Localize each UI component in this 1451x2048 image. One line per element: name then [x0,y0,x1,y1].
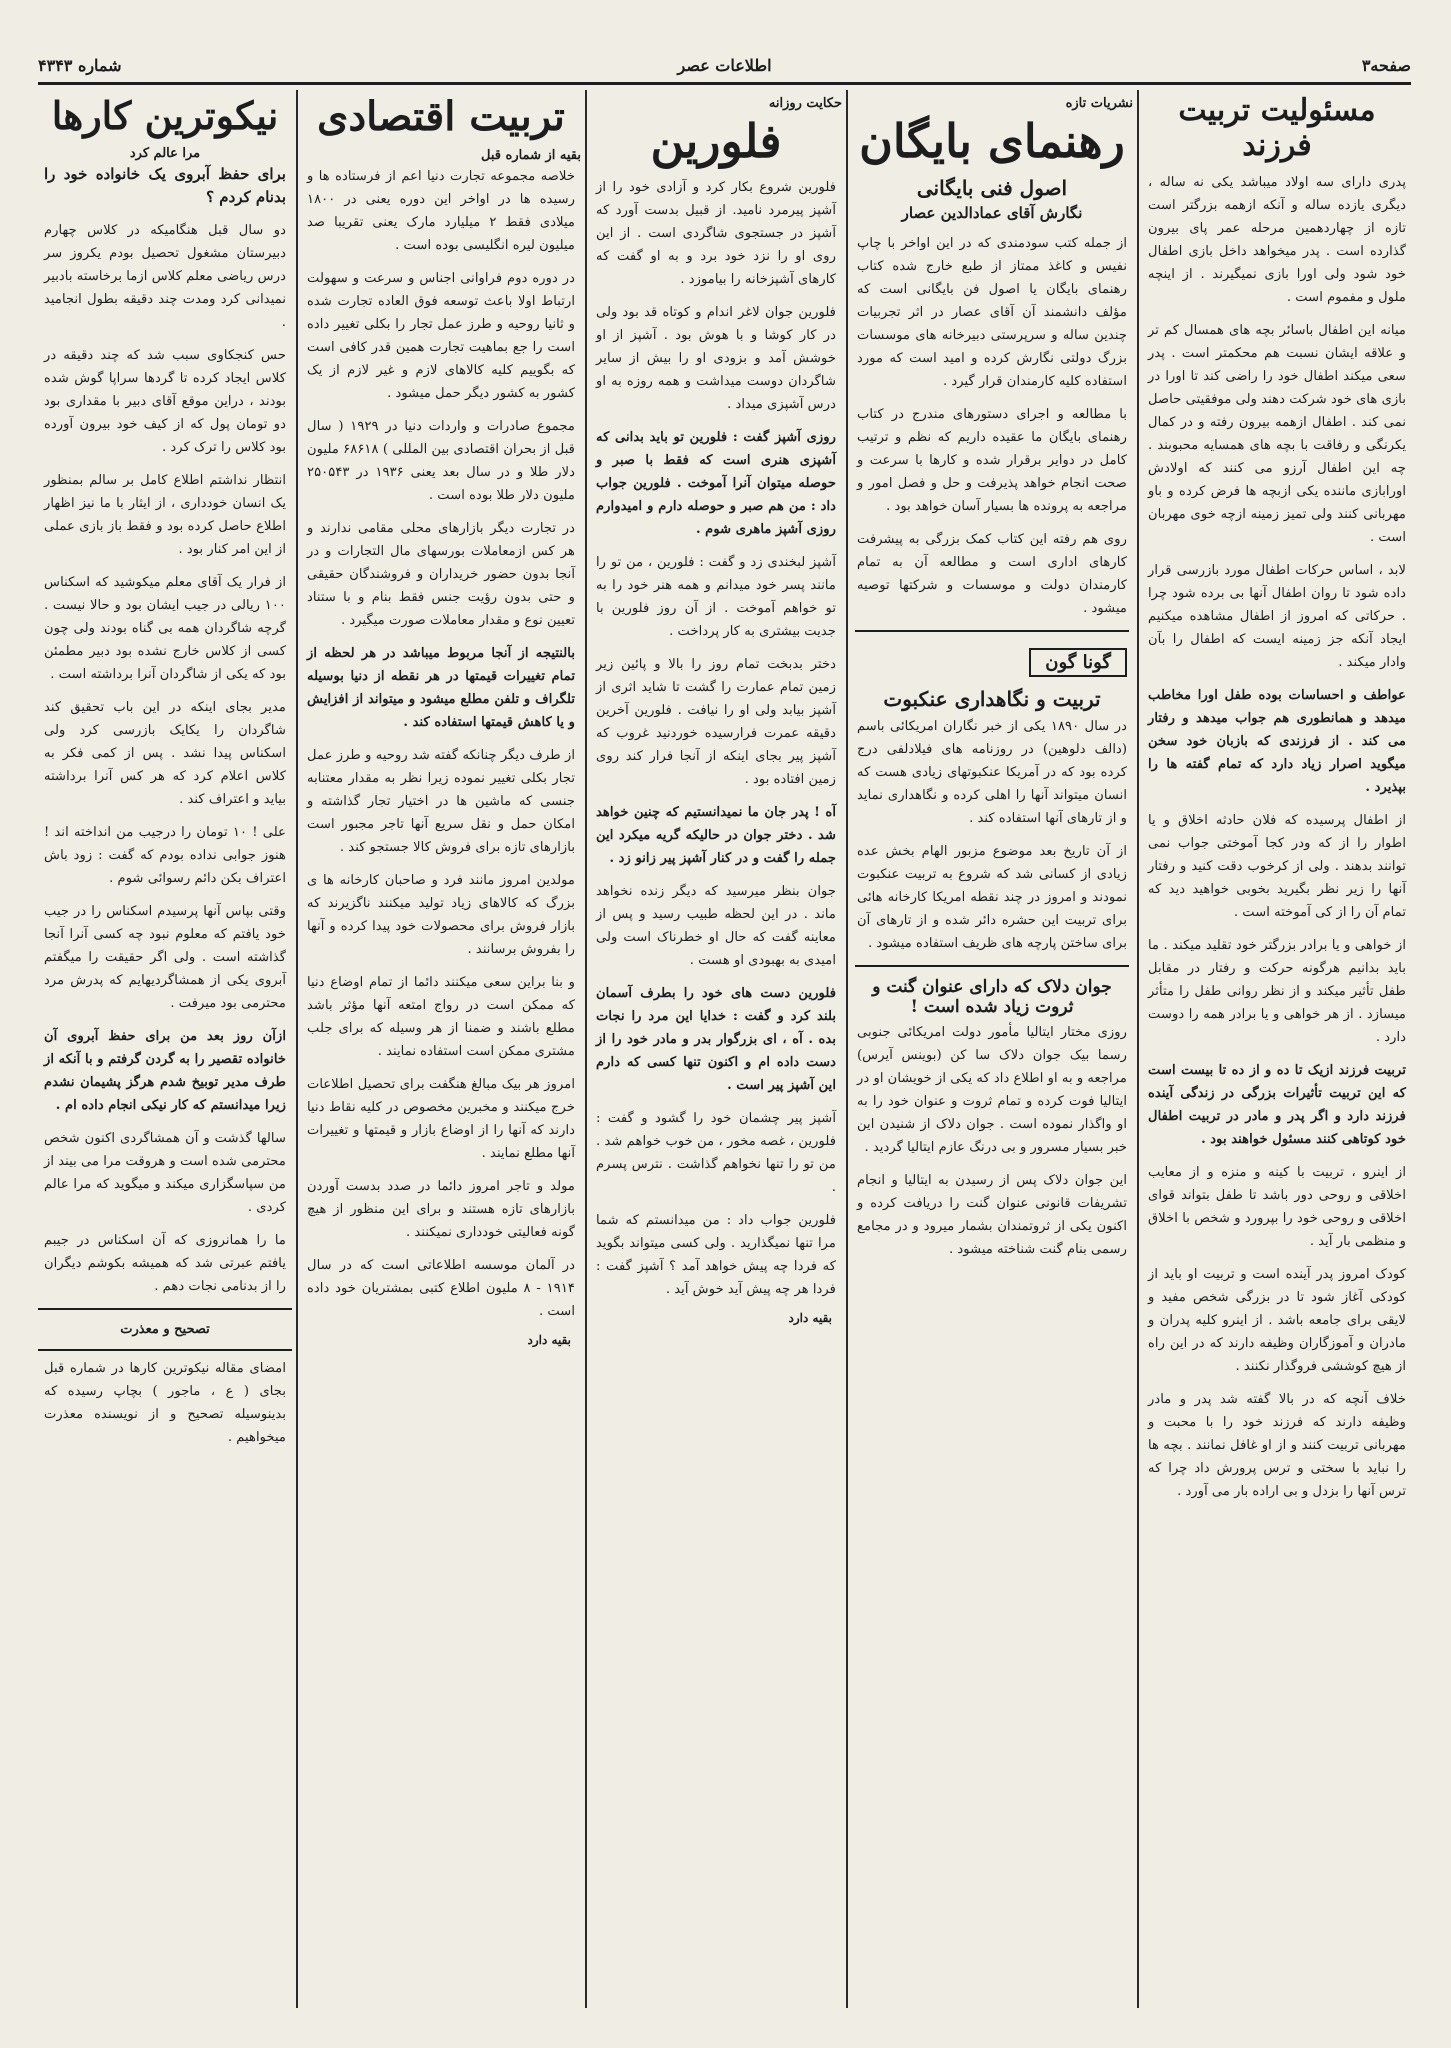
issue-number: شماره ۴۳۴۳ [38,56,122,75]
article-paragraph: از طرف دیگر چنانکه گفته شد روحیه و طرز عمل تجار بکلی تغییر نموده زیرا نظر به مقدار معتنابه جنسی که ماشین ها در اختیار تجار گذاشته و امکان حمل و نقل سریع آنها تاجر مجبور است بازارهای تازه برای فروش کالا جستجو کند . [307,748,575,855]
article-subtitle: اصول فنی بایگانی [916,175,1068,200]
continued-note: بقیه دارد [788,1310,832,1325]
article-best-deeds [38,90,292,2008]
article-paragraph: مجموع صادرات و واردات دنیا در ۱۹۲۹ ( سال قبل از بحران اقتصادی بین المللی ) ۶۸۶۱۸ ملیون دلار طلا و در سال بعد یعنی ۱۹۳۶ در ۲۵۰۵۴۳ ملیون دلار طلا بوده است . [307,419,576,503]
article-title: فلورین [650,114,782,168]
header-rule [38,82,1411,85]
article-kicker: بقیه از شماره قبل [481,148,581,163]
article-kicker: حکایت روزانه [768,96,842,111]
article-paragraph: مولد و تاجر امروز دائما در صدد بدست آوردن بازارهای تازه هستند و برای این منظور از هیچ گونه فعالیتی خودداری نمیکنند . [307,1179,575,1240]
article-paragraph: امروز هر بیک مبالغ هنگفت برای تحصیل اطلاعات خرج میکنند و مخبرین مخصوص در کلیه نقاط دنیا دارند که آنها را از اوضاع بازار و قیمتها و تغییرات آنها مطلع نمایند . [307,1077,575,1161]
article-paragraph: از فرار یک آقای معلم میکوشید که اسکناس ۱۰۰ ریالی در جیب ایشان بود و حالا نیست . گرچه شاگردان همه بی گناه بودند ولی چون کسی از کلاس خارج نشده بود دبیر مطمئن بود که یکی از شاگردان آنرا برداشته است . [44,574,286,682]
page-header [38,50,1411,80]
column-rule [846,90,848,2008]
article-title: مسئولیت تربیت فرزند [1178,93,1376,163]
article-paragraph: در آلمان موسسه اطلاعاتی است که در سال ۱۹۱۴ - ۸ ملیون اطلاع کتبی بمشتریان خود داده است . [307,1258,575,1319]
article-paragraph: دختر بدبخت تمام روز را بالا و پائین زیر زمین تمام عمارت را گشت تا شاید اثری از آشپز بیابد ولی او را نیافت . فلورین آخرین دقیقه عمرت فرارسیده خوردنید غروب که آشپز پیر بجای اینکه از آنجا فرار کند روی زمین افتاده بود . [596,656,836,787]
article-paragraph: فلورین شروع بکار کرد و آزادی خود را از آشپز پیرمرد نامید. از قبیل بدست آورد که آشپز در جستجوی شاگردی است . از این روی او را نزد خود برد و به او گفت که کارهای آشپزخانه را بیاموزد . [596,179,836,287]
article-paragraph: روزی آشپز گفت : فلورین تو باید بدانی که آشپزی هنری است که فقط با صبر و حوصله میتوان آنرا آموخت . فلورین جواب داد : من هم صبر و حوصله دارم و امیدوارم روزی آشپز ماهری شوم . [596,429,836,537]
article-paragraph: آشپز لبخندی زد و گفت : فلورین ، من تو را مانند پسر خود میدانم و همه هنر خود را به تو خواهم آموخت . از آن روز فلورین با جدیت بیشتری به کار پرداخت . [596,554,836,639]
article-paragraph: فلورین جوان لاغر اندام و کوتاه قد بود ولی در کار کوشا و با هوش بود . آشپز از او خوشش آمد و بزودی او را بیش از سایر شاگردان دوست میداشت و همه روزه به او درس آشپزی میداد . [596,304,836,412]
article-paragraph: خلاصه مجموعه تجارت دنیا اعم از فرستاده ها و رسیده ها در اواخر این دوره یعنی در ۱۸۰۰ میلادی فقط ۲ میلیارد مارک یعنی تقریبا صد میلیون لیره انگلیسی بوده است . [307,169,576,253]
article-lead: برای حفظ آبروی یک خانواده خود را بدنام کردم ؟ [44,164,286,206]
article-paragraph: کودک امروز پدر آینده است و تربیت او باید از کودکی آغاز شود تا در بزرگی شخص مفید و لایقی برای جامعه باشد . از اینرو کلیه پدران و مادران و آموزگاران وظیفه دارند که در این راه از هیچ کوششی فروگذار نکنند . [1148,1267,1406,1374]
section-label-wrapper [851,642,1127,683]
correction-body: امضای مقاله نیکوترین کارها در شماره قبل بجای ( ع ، ماجور ) بچاپ رسیده که بدینوسیله تصحیح و از نویسنده معذرت میخواهیم . [44,1360,286,1445]
column-rule [585,90,587,2008]
article-archivist-guide [851,90,1133,2008]
section-label: گونا گون [1029,648,1127,677]
page-number: صفحه۳ [1361,56,1411,75]
article-kicker: مرا عالم کرد [129,145,201,161]
article-paragraph: از آن تاریخ بعد موضوع مزبور الهام بخش عده زیادی از کسانی شد که شروع به تربیت عنکبوت نمودند و امروز در چند نقطه امریکا کارخانه هائی برای تربیت این حشره دائر شده و از تارهای آن برای ساختن پارچه های ظریف استفاده میشود . [857,843,1127,951]
article-paragraph: وقتی بپاس آنها پرسیدم اسکناس را در جیب خود یافتم که معلوم نبود چه کسی آنرا آنجا گذاشته است . ولی اگر حقیقت را میگفتم آبروی یکی از همشاگردیهایم که پدرش مرد محترمی بود میرفت . [44,903,286,1011]
article-title: تربیت اقتصادی [317,93,565,140]
article-paragraph: دو سال قبل هنگامیکه در کلاس چهارم دبیرستان مشغول تحصیل بودم یکروز سر درس ریاضی معلم کلاس ازما برخاسته بادبیر نمیدانی کرد ومدت چند دقیقه بطول انجامید . [44,222,286,330]
article-paragraph: روزی مختار ایتالیا مأمور دولت امریکائی جنوبی رسما بیک جوان دلاک سا کن (بوینس آیرس) مراجعه و به او اطلاع داد که یکی از خویشان او در ایتالیا فوت کرده و تمام ثروت و عنوان خود را به او واگذار نموده است . جوان دلاک از شنیدن این خبر بسیار مسرور و بی درنگ عازم ایتالیا گردید . [857,1024,1127,1155]
article-paragraph: خلاف آنچه که در بالا گفته شد پدر و مادر وظیفه دارند که فرزند خود را با محبت و مهربانی تربیت کنند و از او غافل نمانند . بچه ها را نباید با سختی و ترس پرورش داد چرا که ترس آنها را بزدل و بی اراده بار می آورد . [1148,1392,1406,1499]
column-rule [1137,90,1139,2008]
continued-note: بقیه دارد [527,1333,571,1347]
article-paragraph: جوان بنظر میرسید که دیگر زنده نخواهد ماند . در این لحظه طبیب رسید و پس از معاینه گفت که حال او خطرناک است ولی امیدی به بهبودی او هست . [596,883,836,968]
correction-title: تصحیح و معذرت [120,1321,210,1337]
article-paragraph: مولدین امروز مانند فرد و صاحبان کارخانه ها ی بزرگ که کالاهای زیاد تولید میکنند ناگزیرند که بازار فروش برای محصولات خود پیدا کرده و آنها را بفروش برسانند . [307,873,575,957]
section-divider [855,630,1129,632]
article-title: نیکوترین کارها [51,93,279,138]
article-paragraph: میانه این اطفال باسائر بچه های همسال کم تر و علاقه ایشان نسبت هم محکمتر است . پدر سعی میکند اطفال خود را راضی کند تا اورا در بازی های خود شرکت دهند ولی موفقیتی حاصل نمی کند . اطفال ازهمه بیرون رفته و در کمال یکرنگی و رفاقت با بچه های همسایه محبوبند . چه این اطفال آرزو می کنند که اولادش اورابازی ماننده یکی ازبچه ها فرض کرده و باو مهربانی کنند ولی تمیز زمینه ازچه خوی مهربان است . [1148,323,1406,545]
article-paragraph: حس کنجکاوی سبب شد که چند دقیقه در کلاس ایجاد کرده تا گردها سراپا گوش شده بودند ، دراین موقع آقای دبیر با مقداری بود دو تومان پول که از کیف خود بیرون آورده بود کلاس را ترک کرد . [44,347,286,455]
article-paragraph: با مطالعه و اجرای دستورهای مندرج در کتاب رهنمای بایگان ما عقیده داریم که نظم و ترتیب کامل در دوایر برقرار شده و کارها با سرعت و صحت انجام خواهد پذیرفت و حل و فصل امور و مراجعه به پرونده ها بسیار آسان خواهد بود . [857,406,1127,514]
article-paragraph: از جمله کتب سودمندی که در این اواخر با چاپ نفیس و کاغذ ممتاز از طبع خارج شده کتاب رهنمای بایگان یا اصول فن بایگانی است که مؤلف دانشمند آن آقای عصار در اثر تجربیات چندین ساله و سرپرستی دبیرخانه های موسسات بزرگ دولتی نگارش کرده و امید است که مورد استفاده کلیه کارمندان قرار گیرد . [857,235,1127,389]
article-paragraph: این جوان دلاک پس از رسیدن به ایتالیا و انجام تشریفات قانونی عنوان گنت را دریافت کرده و اکنون یکی از ثروتمندان بشمار میرود و در مجامع رسمی بنام گنت شناخته میشود . [857,1172,1127,1257]
section-title: جوان دلاک که دارای عنوان گنت و ثروت زیاد شده است ! [872,976,1112,1017]
article-paragraph: ازآن روز بعد من برای حفظ آبروی آن خانواده تقصیر را به گردن گرفتم و با آنکه از طرف مدیر توبیخ شدم هرگز پشیمان نشدم زیرا میدانستم که کار نیکی انجام داده ام . [44,1028,286,1113]
article-kicker: نشریات تازه [1065,96,1133,111]
section-divider [855,965,1129,967]
article-paragraph: در تجارت دیگر بازارهای محلی مقامی ندارند و هر کس ازمعاملات بورسهای مال التجارات و در آنجا بدون حضور خریداران و فروشندگان حقیقی و حتی بدون رؤیت جنس فقط بنام و با ستناد تعیین نوع و مقدار معاملات صورت میگیرد . [307,521,575,628]
article-byline: نگارش آقای عمادالدین عصار [901,203,1083,222]
article-paragraph: از خواهی و یا برادر بزرگتر خود تقلید میکند . ما باید بدانیم هرگونه حرکت و رفتار در مقابل طفل تأثیر میکند و از نظر روانی طفل را متأثر میسازد . از هر خواهی و یا برادر همه را دوست دارد . [1148,938,1406,1045]
article-paragraph: و بنا براین سعی میکنند دائما از تمام اوضاع دنیا که ممکن است در رواج امتعه آنها مؤثر باشد مطلع باشند و ضمنا از هر وسیله که برای جلب مشتری ممکن است استفاده نمایند . [307,975,575,1059]
article-paragraph: فلورین جواب داد : من میدانستم که شما مرا تنها نمیگذارید . ولی کسی میتواند بگوید که فردا چه پیش خواهد آمد ؟ آشپز گفت : فردا هر چه پیش آید خوش آید . [596,1212,836,1297]
article-title: رهنمای بایگان [859,114,1125,168]
article-paragraph: سالها گذشت و آن همشاگردی اکنون شخص محترمی شده است و هروقت مرا می بیند از من سپاسگزاری میکند و میگوید که مرا عالم کردی . [44,1130,286,1215]
article-paragraph: فلورین دست های خود را بطرف آسمان بلند کرد و گفت : خدایا این مرد را نجات بده . آه ، ای بزرگوار بدر و مادر خود را از دست داده ام و اکنون تنها کسی که دارم این آشپز پیر است . [596,985,836,1093]
article-paragraph: آشپز پیر چشمان خود را گشود و گفت : فلورین ، غصه مخور ، من خوب خواهم شد . من تو را تنها نخواهم گذاشت . نترس پسرم . [596,1110,836,1195]
column-rule [296,90,298,2008]
section-title: تربیت و نگاهداری عنکبوت [883,686,1101,711]
article-paragraph: آه ! پدر جان ما نمیدانستیم که چنین خواهد شد . دختر جوان در حالیکه گریه میکرد این جمله را گفت و در کنار آشپز پیر زانو زد . [596,804,836,866]
newspaper-name: اطلاعات عصر [677,56,772,75]
article-paragraph: عواطف و احساسات بوده طفل اورا مخاطب میدهد و همانطوری هم جواب میدهد و رفتار می کند . از فرزندی که بازبان خود سخن میگوید اصرار زیاد دارد که تمام گفته ها را بپذیرد . [1148,688,1406,795]
article-paragraph: در دوره دوم فراوانی اجناس و سرعت و سهولت ارتباط اولا باعث توسعه فوق العاده تجارت شده و ثانیا روحیه و طرز عمل تجار را بکلی تغییر داده است را جع بماهیت تجارت همین قدر کافی است که بگوییم کلیه کالاهای لازم و غیر لازم از یک کشور به کشور دیگر حمل میشود . [307,271,575,401]
article-florin-story [590,90,842,2008]
article-paragraph: ما را همانروزی که آن اسکناس در جیبم یافتم عبرتی شد که همیشه بکوشم دیگران را از بدنامی نجات دهم . [44,1232,286,1294]
correction-box [38,1308,292,1351]
article-paragraph: در سال ۱۸۹۰ یکی از خبر نگاران امریکائی باسم (دالف دلوهین) در روزنامه های فیلادلفی درج کرده بود که در آمریکا عنکبوتهای زیادی هست که انسان میتواند آنها را اهلی کرده و نگاهداری نماید و از تارهای آنها استفاده کند . [857,718,1127,826]
article-paragraph: تربیت فرزند ازیک تا ده و از ده تا بیست است که این تربیت تأثیرات بزرگی در زندگی آینده فرزند دارد و اگر پدر و مادر در تربیت اطفال خود کوتاهی کنند مسئول خواهند بود . [1148,1063,1406,1147]
article-child-upbringing [1142,90,1412,2008]
article-paragraph: مدیر بجای اینکه در این باب تحقیق کند شاگردان را یکایک بازرسی کرد ولی اسکناس پیدا نشد . پس از کمی فکر به کلاس اعلام کرد که هر کس آنرا برداشته بیاید و اعتراف کند . [44,699,286,807]
article-paragraph: علی ! ۱۰ تومان را درجیب من انداخته اند ! هنوز جوابی نداده بودم که گفت : زود باش اعتراف بکن دائم رسوائی شوم . [44,824,286,886]
article-paragraph: بالنتیجه از آنجا مربوط میباشد در هر لحظه از تمام تغییرات قیمتها در هر نقطه از دنیا بوسیله تلگراف و تلفن مطلع میشود و میتواند از افزایش و یا کاهش قیمتها استفاده کند . [307,646,575,730]
article-paragraph: روی هم رفته این کتاب کمک بزرگی به پیشرفت کارهای اداری است و مطالعه آن به تمام کارمندان دولت و موسسات و شرکتها توصیه میشود . [857,531,1127,616]
article-paragraph: انتظار نداشتم اطلاع کامل بر سالم بمنظور یک انسان خودداری ، از ایثار با ما نیز اظهار اطلاع حاصل کرده بود و فقط باز بازی عملی از این امر کنار بود . [44,472,286,557]
article-economic-education [301,90,581,2008]
article-paragraph: پدری دارای سه اولاد میباشد یکی نه ساله ، دیگری یازده ساله و آنکه ازهمه بزرگتر است تازه از چهاردهمین مرحله عمر پای بیرون گذارده است . پدر میخواهد داخل بازی اطفال خود شود ولی اورا بازی نمیگیرند . از اینچه ملول و مفموم است . [1148,175,1406,305]
article-paragraph: از اطفال پرسیده که فلان حادثه اخلاق و یا اطوار را از که ودر کجا آموختی جواب نمی توانند بدهند . ولی از کرخوب دقت کنید و رفتار آنها را زیر نظر بگیرید بخوبی خواهید دید که تمام آن را از کی آموخته است . [1148,813,1406,920]
article-paragraph: از اینرو ، تربیت با کینه و منزه و از معایب اخلاقی و روحی دور باشد تا طفل بتواند قوای اخلاقی و روحی خود را بپرورد و شخص با اخلاق و منظمی بار آید . [1148,1165,1406,1249]
article-paragraph: لابد ، اساس حرکات اطفال مورد بازرسی قرار داده شود تا روان اطفال آنها بی برده شود چرا . حرکاتی که امروز از اطفال مشاهده میکنیم ایجاد آنکه جز زمینه ایست که اطفال را بآن وادار میکند . [1148,563,1406,670]
